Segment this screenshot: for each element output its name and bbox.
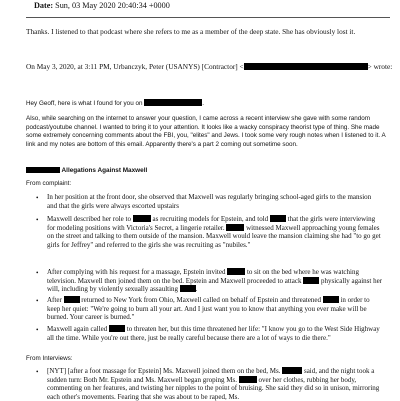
bullet-text: that the girls were interviewing for modeling positions with Victoria's Secret, a lingerie retailer. (47, 215, 376, 232)
quote-header-suffix: > wrote: (367, 62, 393, 71)
bullet-text: In her position at the front door, she observed that Maxwell was regularly bringing school-aged girls to the mansion and that the girls were always escorted upstairs (47, 193, 372, 210)
bullet-text: witnessed Maxwell approaching young females on the street and talking to them outside of the mansion. Maxwell would leave the mansion claiming she had "to go get girls for Jeffrey" and referred to the girls she was recruiting as "nubiles." (47, 223, 381, 249)
bullet-text: Maxwell described her role to (47, 215, 131, 223)
bullet-text: to sit on the bed where he was watching television. Maxwell then joined them on the bed. Epstein and Maxwell proceeded to attack (47, 268, 359, 285)
complaint-bullet (47, 193, 383, 210)
redaction (239, 376, 257, 383)
bullet-text: physically against her will, including by violently sexually assaulting (47, 276, 383, 294)
bullet-text: over her clothes, rubbing her body, commenting on her features, and twisting her nipples to the point of bruising. She said they did so in unison, mirroring each other's movements. Fearing that she was about to be raped, Ms. (47, 375, 380, 401)
greeting-prefix: Hey Geoff, here is what I found for you on (26, 100, 143, 107)
body-paragraph: Also, while searching on the internet to answer your question, I came across a recent interview she gave with some random podcast/youtube channel. I wanted to bring it to your attention. It looks like a wacky conspiracy theorist type of thing. She made some extremely concerning comments about the FBI, you, "elites" and Jews. I took some very rough notes when I listened to it. A link and my notes are bottom of this email. Apparently there's a part 2 coming out sometime soon. (26, 115, 386, 148)
bullet-marker: • (36, 194, 39, 202)
redaction (144, 99, 202, 106)
bullet-text: . (195, 285, 198, 294)
bullet-text: returned to New York from Ohio, Maxwell called on behalf of Epstein and threatened (81, 296, 321, 304)
bullet-text: Maxwell again called (47, 325, 108, 333)
redaction (270, 215, 286, 222)
redaction (133, 215, 151, 222)
redaction (282, 367, 302, 374)
redaction (226, 224, 244, 231)
quote-header-prefix: On May 3, 2020, at 3:11 PM, Urbanczyk, Peter (USANYS) [Contractor] < (26, 62, 244, 71)
redaction (26, 167, 60, 173)
redaction (244, 63, 368, 70)
complaint-bullet (47, 296, 383, 322)
bullet-text: in order to keep her quiet: "We're going to burn all your art. And I just want you to know that anything you ever make will be burned. Your career is burned." (47, 296, 370, 322)
from-interviews-label: From Interviews: (26, 355, 73, 362)
complaint-bullet (47, 215, 383, 249)
allegations-heading-text: Allegations Against Maxwell (61, 167, 148, 174)
bullet-marker: • (36, 216, 39, 224)
bullet-text: as recruiting models for Epstein, and told (152, 215, 269, 223)
reply-text: Thanks. I listened to that podcast where she refers to me as a member of the deep state. She has obviously lost it. (26, 27, 356, 36)
complaint-bullet (47, 325, 383, 342)
bullet-text: to threaten her, but this time threatened her life: "I know you go to the West Side Highway all the time. While you're out there, just be really careful because there are a lot of ways to die there." (47, 325, 380, 342)
redaction (180, 285, 196, 292)
bullet-text: said, and the night took a sudden turn: Both Mr. Epstein and Ms. Maxwell began groping Ms. (47, 367, 375, 384)
date-line (34, 1, 170, 10)
from-complaint-label: From complaint: (26, 180, 72, 187)
bullet-marker: • (36, 269, 39, 277)
bullet-marker: • (36, 297, 39, 305)
redaction (303, 277, 319, 284)
interview-bullet (47, 367, 383, 401)
date-label: Date: (34, 1, 54, 10)
greeting-suffix: . (202, 100, 204, 107)
quote-header (26, 62, 396, 71)
redaction (227, 268, 245, 275)
redaction (109, 325, 125, 332)
date-value: Sun, 03 May 2020 20:40:34 +0000 (55, 1, 170, 10)
bullet-text: [NYT] [after a foot massage for Epstein] Ms. Maxwell joined them on the bed, Ms. (47, 367, 281, 375)
allegations-heading (26, 167, 147, 174)
redaction (323, 296, 339, 303)
bullet-marker: • (36, 368, 39, 376)
bullet-marker: • (36, 326, 39, 334)
complaint-bullet (47, 268, 383, 294)
bullet-text: After complying with his request for a massage, Epstein invited (47, 268, 226, 276)
divider (26, 17, 390, 18)
greeting (26, 99, 386, 109)
bullet-text: After (47, 296, 62, 304)
redaction (64, 296, 80, 303)
